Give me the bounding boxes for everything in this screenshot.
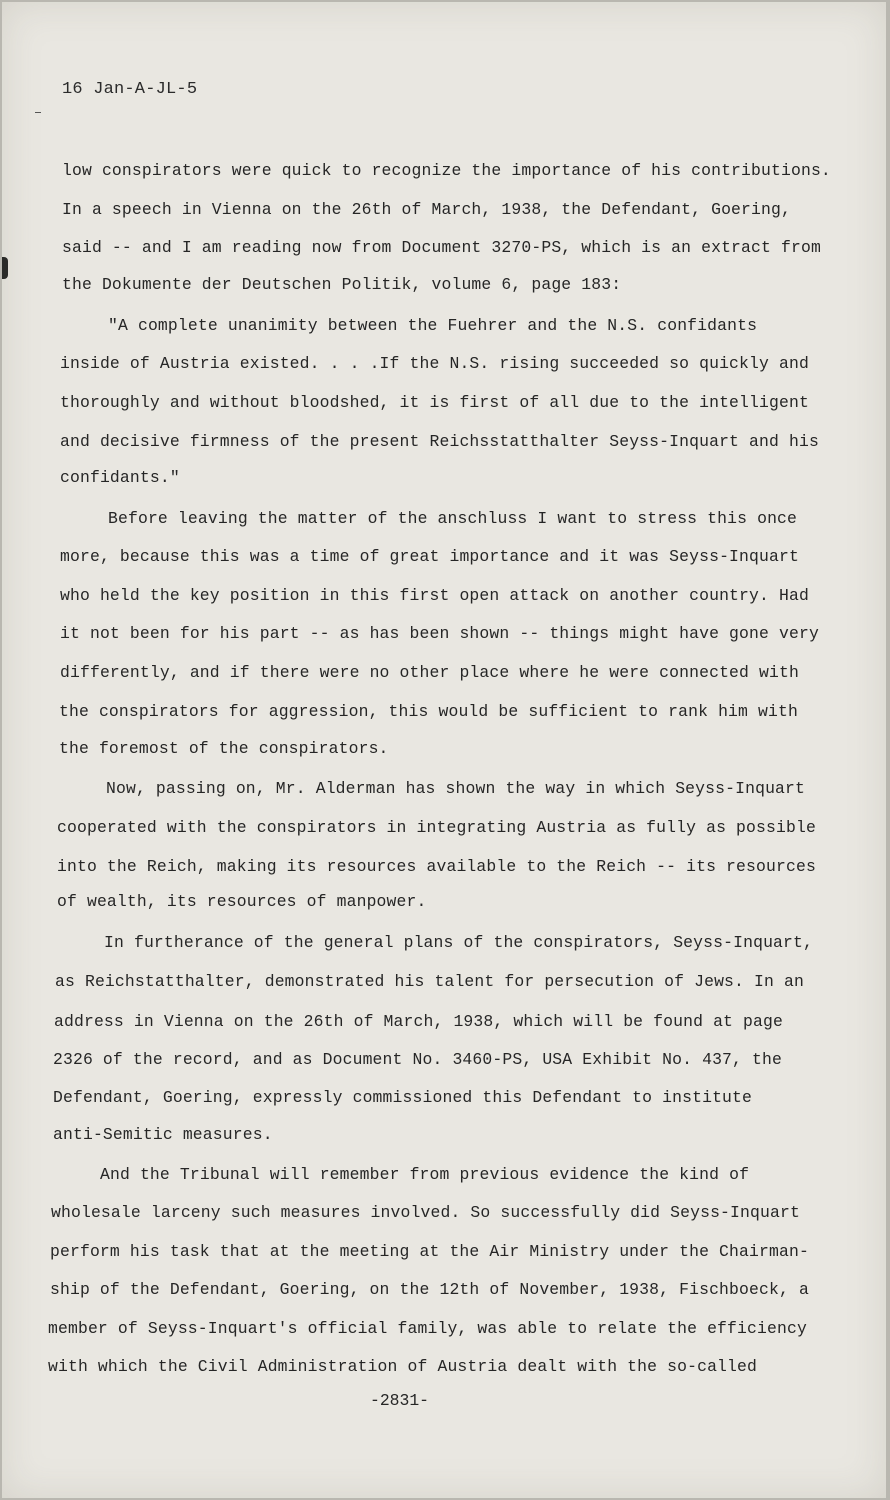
text-line: Before leaving the matter of the anschluss I want to stress this once: [108, 509, 798, 528]
margin-tick-mark: [35, 112, 41, 113]
text-line: into the Reich, making its resources available to the Reich -- its resources: [57, 857, 816, 876]
text-line: of wealth, its resources of manpower.: [57, 892, 427, 911]
text-line: with which the Civil Administration of Austria dealt with the so-called: [48, 1357, 758, 1376]
text-line: Defendant, Goering, expressly commissioned this Defendant to institute: [53, 1088, 753, 1107]
text-line: "A complete unanimity between the Fuehrer and the N.S. confidants: [108, 316, 758, 335]
text-line: member of Seyss-Inquart's official family, was able to relate the efficiency: [48, 1319, 807, 1338]
text-line: and decisive firmness of the present Reichsstatthalter Seyss-Inquart and his: [60, 432, 819, 451]
text-line: address in Vienna on the 26th of March, 1938, which will be found at page: [54, 1012, 783, 1031]
text-line: anti-Semitic measures.: [53, 1125, 273, 1144]
text-line: low conspirators were quick to recognize the importance of his contributions.: [62, 161, 831, 180]
text-line: 2326 of the record, and as Document No. 3460-PS, USA Exhibit No. 437, the: [53, 1050, 782, 1069]
text-line: confidants.": [60, 468, 180, 487]
text-line: the conspirators for aggression, this would be sufficient to rank him with: [59, 702, 798, 721]
text-line: the foremost of the conspirators.: [59, 739, 389, 758]
text-line: In furtherance of the general plans of the conspirators, Seyss-Inquart,: [104, 933, 814, 952]
text-line: the Dokumente der Deutschen Politik, volume 6, page 183:: [62, 275, 622, 294]
text-line: Now, passing on, Mr. Alderman has shown the way in which Seyss-Inquart: [106, 779, 806, 798]
text-line: it not been for his part -- as has been shown -- things might have gone very: [60, 624, 819, 643]
text-line: more, because this was a time of great importance and it was Seyss-Inquart: [60, 547, 799, 566]
text-line: as Reichstatthalter, demonstrated his talent for persecution of Jews. In an: [55, 972, 804, 991]
text-line: who held the key position in this first open attack on another country. Had: [60, 586, 809, 605]
text-line: thoroughly and without bloodshed, it is first of all due to the intelligent: [60, 393, 809, 412]
text-line: said -- and I am reading now from Document 3270-PS, which is an extract from: [62, 238, 821, 257]
text-line: perform his task that at the meeting at the Air Ministry under the Chairman-: [50, 1242, 809, 1261]
text-line: In a speech in Vienna on the 26th of March, 1938, the Defendant, Goering,: [62, 200, 791, 219]
document-page: [2, 2, 886, 1498]
text-line: differently, and if there were no other place where he were connected with: [60, 663, 799, 682]
page-number: -2831-: [370, 1391, 430, 1410]
text-line: And the Tribunal will remember from previous evidence the kind of: [100, 1165, 750, 1184]
document-id: 16 Jan-A-JL-5: [62, 80, 198, 99]
text-line: inside of Austria existed. . . .If the N.S. rising succeeded so quickly and: [60, 354, 809, 373]
text-line: wholesale larceny such measures involved. So successfully did Seyss-Inquart: [51, 1203, 800, 1222]
text-line: ship of the Defendant, Goering, on the 12th of November, 1938, Fischboeck, a: [50, 1280, 809, 1299]
binding-hole-mark: [2, 257, 8, 279]
text-line: cooperated with the conspirators in integrating Austria as fully as possible: [57, 818, 816, 837]
